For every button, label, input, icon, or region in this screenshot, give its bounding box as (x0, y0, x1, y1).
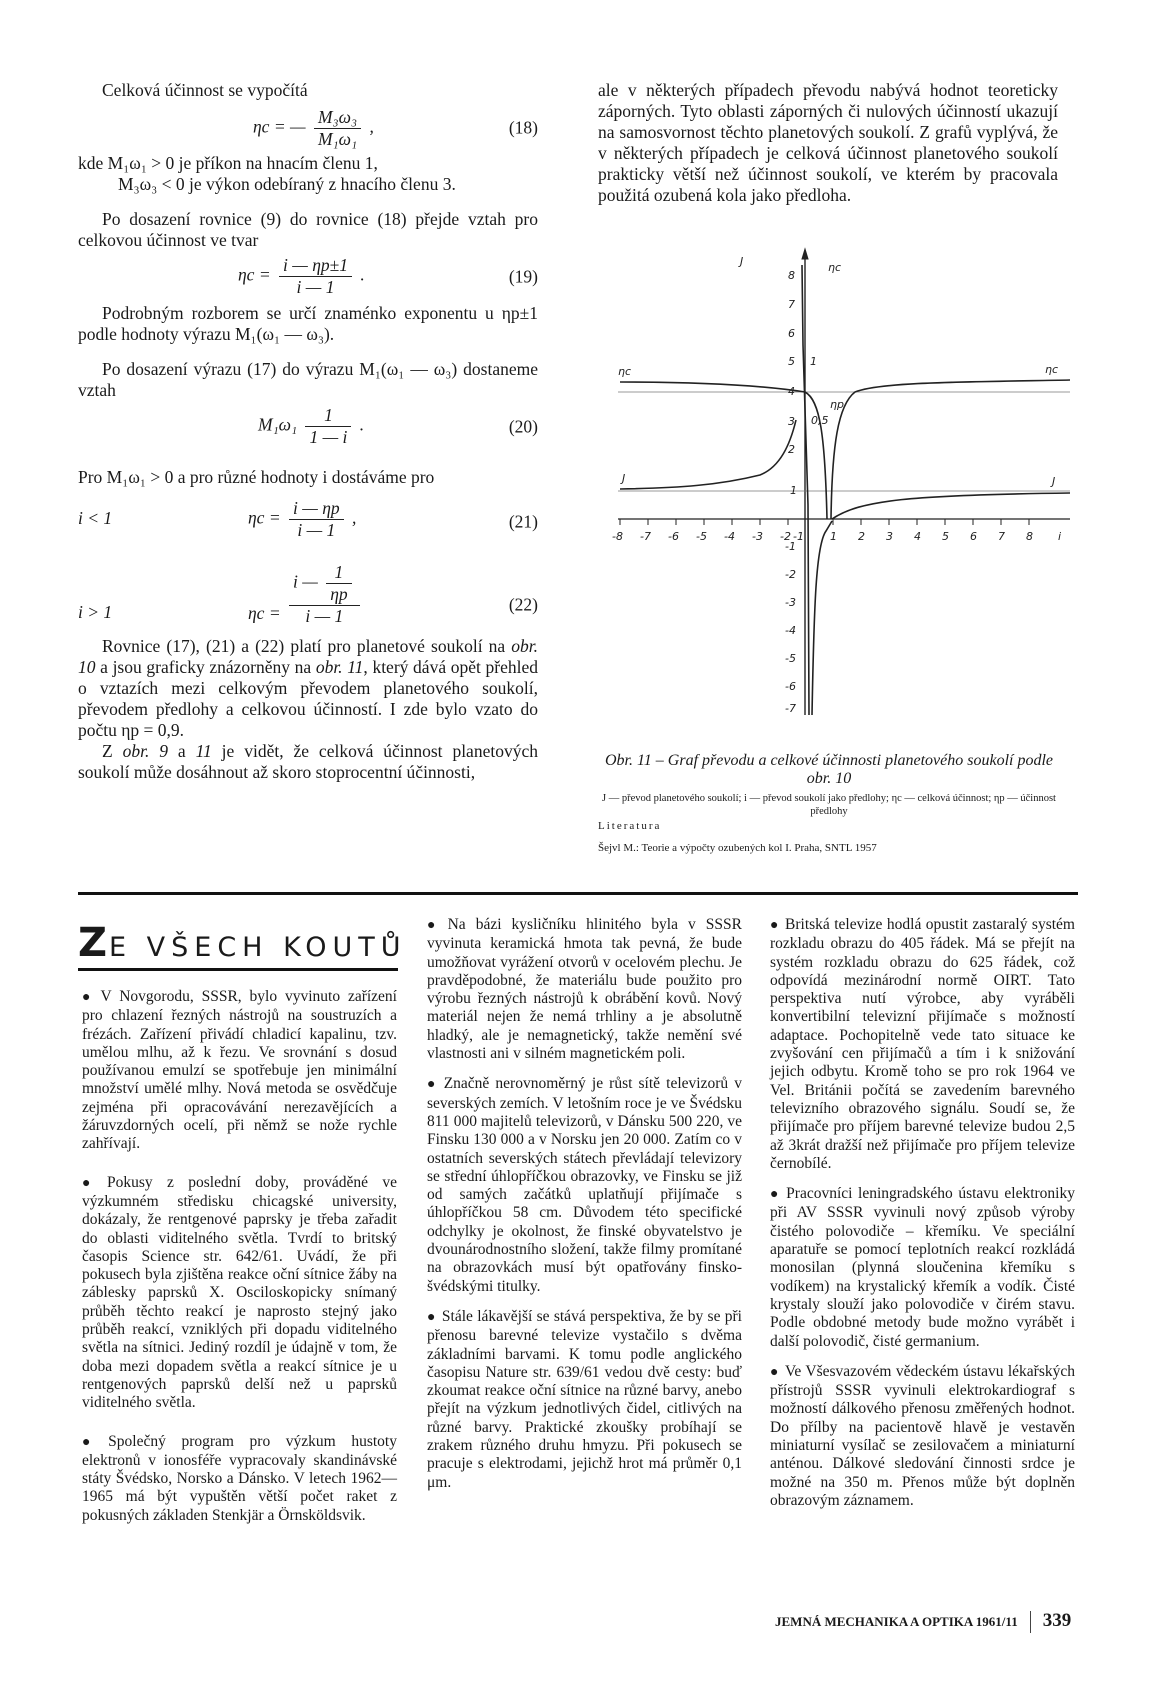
news-item: ● Značně nerovnoměrný je růst sítě televizorů v severských zemích. V letošním roce je ve Švédsku 811 000 majitelů televizorů, v Dánsku 500 220, ve Finsku 130 000 a v Norsku jen 20 000. Zatím co v ostatních severských státech převládají televizory se střední úhlopříčkou obrazovky, ve Finsku se již od samých začátků uplatňují přijímače s úhlopříčkou 58 cm. Důvodem této specifické odchylky je okolnost, že finské obyvatelstvo je dvounárodnostního složení, takže filmy promítané na obrazovkách musí být opatřovány finsko-švédskými titulky. (427, 1075, 742, 1295)
caption-legend: J — převod planetového soukolí; i — převod soukolí jako předlohy; ηc — celková účinnost; ηp — účinnost předlohy (602, 793, 1056, 817)
paragraph: Z obr. 9 a 11 je vidět, že celková účinnost planetových soukolí může dosáhnout až skoro stoprocentní účinnosti, (78, 741, 538, 782)
paragraph: Pro M₁ω₁ > 0 a pro různé hodnoty i dostáváme pro (78, 467, 435, 487)
where-line-2: M₃ω₃ < 0 je výkon odebíraný z hnacího členu 3. (118, 174, 456, 194)
svg-text:1: 1 (790, 484, 797, 497)
svg-text:-3: -3 (752, 530, 763, 543)
svg-text:4: 4 (914, 530, 921, 543)
J-curve-left (620, 420, 796, 489)
paragraph: Po dosazení rovnice (9) do rovnice (18) přejde vztah pro celkovou účinnost ve tvar (78, 209, 538, 250)
journal-name: JEMNÁ MECHANIKA A OPTIKA 1961/11 (775, 1614, 1018, 1629)
svg-text:ηc: ηc (618, 365, 632, 378)
news-item: ● Stále lákavější se stává perspektiva, že by se při přenosu barevné televize vystačilo s dvěma základními barvami. K tomu podle anglického časopisu Nature str. 639/61 vedou dvě cesty: buď zkoumat reakce oční sítnice na různé barvy, anebo přejít na výzkum jednotlivých čidel, citlivých na různé barvy. Praktické zkoušky probíhají se zrakem různého druhu hmyzu. Při pokusech se pracuje s elektrodami, jejichž hrot má průměr 0,1 μm. (427, 1307, 742, 1491)
svg-text:5: 5 (942, 530, 949, 543)
svg-text:-4: -4 (724, 530, 735, 543)
article-left-column (78, 80, 538, 783)
intro-paragraph: Celková účinnost se vypočítá (102, 80, 308, 100)
section-title-underline (78, 968, 398, 971)
svg-text:3: 3 (886, 530, 893, 543)
where-line-1: kde M₁ω₁ > 0 je příkon na hnacím členu 1, (78, 153, 378, 173)
svg-text:2: 2 (858, 530, 865, 543)
svg-text:-2: -2 (780, 530, 791, 543)
svg-text:-5: -5 (785, 652, 796, 665)
svg-text:-7: -7 (640, 530, 651, 543)
x-axis-label: i (1058, 530, 1062, 543)
svg-text:J: J (622, 472, 626, 485)
svg-text:-2: -2 (785, 568, 796, 581)
svg-text:-1: -1 (793, 530, 804, 543)
paragraph: Podrobným rozborem se určí znaménko exponentu u ηp±1 podle hodnoty výrazu M₁(ω₁ — ω₃). (78, 303, 538, 344)
svg-text:5: 5 (788, 355, 795, 368)
svg-text:1: 1 (810, 355, 817, 368)
caption-title: Obr. 11 – Graf převodu a celkové účinnosti planetového soukolí podle obr. 10 (604, 752, 1054, 787)
literature-item: Šejvl M.: Teorie a výpočty ozubených kol I. Praha, SNTL 1957 (598, 842, 877, 854)
news-item: ● Ve Všesvazovém vědeckém ústavu lékařských přístrojů SSSR vyvinuli elektrokardiograf s možností dálkového přenosu změřených hodnot. Do přílby na pacientově hlavě je vestavěn miniaturní vysílač se zesilovačem a miniaturní anténou. Dálkové sledování činnosti srdce je možné na 350 m. Přenos může být doplněn obrazovým záznamem. (770, 1362, 1075, 1509)
svg-text:-4: -4 (785, 624, 796, 637)
J-axis-label: J (740, 255, 744, 268)
figure-caption (598, 752, 1060, 818)
svg-text:2: 2 (788, 443, 795, 456)
svg-text:7: 7 (998, 530, 1005, 543)
news-item: ● Pracovníci leningradského ústavu elektroniky při AV SSSR vyvinuli nový způsob výroby čistého polovodiče – křemíku. Ve speciální aparatuře se pomocí teplotních reakcí rozkládá monosilan (plynná sloučenina křemíku s vodíkem) na krystalický křemík a vodík. Čisté krystaly slouží jako polovodiče v čirém stavu. Podle obdobné metody bude možno vyrábět i další polovodič, čisté germanium. (770, 1185, 1075, 1350)
equation-21: i < 1 ηc = $\frac{i — \eta p}{i — 1}$ , (21) (78, 498, 538, 540)
eta-p-label: ηp (830, 398, 844, 411)
svg-text:1: 1 (830, 530, 837, 543)
svg-text:7: 7 (788, 298, 795, 311)
news-column-3 (770, 916, 1075, 1522)
efficiency-chart (580, 245, 1080, 715)
news-item: ● Na bázi kysličníku hlinitého byla v SSSR vyvinuta keramická hmota tak pevná, že bude umožňovat vyrážení otvorů v ocelovém plechu. Je pravděpodobné, že materiálu bude použito pro výrobu řezných nástrojů k obrábění kovů. Nový materiál nejen že nemá trhliny a je absolutně hladký, ale je nemagnetický, takže nemění své vlastnosti ani v silném magnetickém poli. (427, 916, 742, 1063)
article-right-column (598, 80, 1058, 206)
news-item: ● Společný program pro výzkum hustoty elektronů v ionosféře vypracovaly skandinávské státy Švédsko, Norsko a Dánsko. V letech 1962—1965 má být vypuštěn větší počet raket z pokusných základen Stenkjär a Örnsköldsvik. (82, 1432, 397, 1524)
svg-text:6: 6 (788, 327, 795, 340)
svg-text:J: J (1052, 475, 1056, 488)
eta-c-curve-left (620, 382, 827, 519)
svg-text:3: 3 (788, 415, 795, 428)
paragraph: ale v některých případech převodu nabývá hodnot teoreticky záporných. Tyto oblasti záporných či nulových účinností ukazují na samosvornost těchto planetových soukolí. Z grafů vyplývá, že v některých případech je celková účinnost planetového soukolí prakticky větší než účinnost soukolí, ve kterém by pracovala použitá ozubená kola jako předloha. (598, 80, 1058, 205)
svg-text:-5: -5 (696, 530, 707, 543)
news-item: ● Britská televize hodlá opustit zastaralý systém rozkladu obrazu do 405 řádek. Má se přejít na systém rozkladu obrazu do 625 řádek, což odpovídá mezinárodní normě OIRT. Tato perspektiva nutí výrobce, aby vyráběli konvertibilní televizní přijímače s možností adaptace. Pochopitelně vede tato situace ke zvyšování cen přijímačů a tím i k snižování jejich odbytu. Kromě toho se pro rok 1964 ve Vel. Británii počítá se zavedením barevného televizního obrazového signálu. Soudí se, že přijímače pro příjem barevné televize budou 2,5 až 3krát dražší než přijímače pro příjem televize černobílé. (770, 916, 1075, 1172)
section-title: ZE VŠECH KOUTŮ (78, 920, 407, 966)
section-divider (78, 892, 1078, 895)
equation-22: i > 1 ηc = i — $\frac{1}{\eta p}$ i — 1 (22) (78, 562, 538, 626)
svg-text:-6: -6 (785, 680, 796, 693)
svg-text:-1: -1 (785, 540, 796, 553)
equation-18: ηc = — $\frac{\text{M₃ω₃}}{\text{M₁ω₁}}$ , (18) (253, 107, 538, 149)
svg-text:-7: -7 (785, 702, 796, 715)
footer (775, 1610, 1071, 1633)
J-curve-right (832, 493, 1070, 519)
svg-text:4: 4 (788, 385, 795, 398)
page-number: 339 (1042, 1610, 1072, 1631)
news-column-2 (427, 916, 742, 1504)
eta-c-axis-label: ηc (828, 261, 842, 274)
literature-heading: Literatura (598, 820, 662, 832)
paragraph: Rovnice (17), (21) a (22) platí pro planetové soukolí na obr. 10 a jsou graficky znázorněny na obr. 11, který dává opět přehled o vztazích mezi celkovým převodem planetového soukolí, převodem předlohy a celkovou účinností. I zde bylo vzato do počtu ηp = 0,9. (78, 636, 538, 740)
news-item: ● V Novgorodu, SSSR, bylo vyvinuto zařízení pro chlazení řezných nástrojů na soustruzích a frézách. Zařízení přivádí chladicí kapalinu, tzv. umělou mlhu, až k řezu. Ve srovnání s dosud používanou emulzí se spotřebuje jen minimální množství umělé mlhy. Nová metoda se osvědčuje zejména při opracovávání nerezavějících a žáruvzdorných ocelí, při němž se nože rychle zahřívají. (82, 988, 397, 1153)
svg-text:-3: -3 (785, 596, 796, 609)
svg-text:0,5: 0,5 (811, 414, 829, 427)
svg-text:ηc: ηc (1045, 363, 1059, 376)
svg-text:-8: -8 (612, 530, 623, 543)
equation-19: ηc = $\frac{i — \eta p\pm 1}{i — 1}$ . (19) (238, 255, 538, 297)
paragraph: Po dosazení výrazu (17) do výrazu M₁(ω₁ — ω₃) dostaneme vztah (78, 359, 538, 400)
svg-text:8: 8 (1026, 530, 1033, 543)
equation-number: (18) (508, 117, 538, 138)
news-column-1 (82, 988, 397, 1537)
eta-c-curve-right (831, 380, 1070, 519)
literature (598, 820, 1060, 854)
equation-20: M₁ω₁ $\frac{1}{1 — i}$ . (20) (258, 405, 538, 447)
svg-text:-6: -6 (668, 530, 679, 543)
svg-text:6: 6 (970, 530, 977, 543)
svg-text:8: 8 (788, 269, 795, 282)
news-item: ● Pokusy z poslední doby, prováděné ve výzkumném středisku chicagské university, dokázaly, že rentgenové paprsky je třeba zařadit do oblasti viditelného světla. Tvrdí to britský časopis Science str. 642/61. Uvádí, že při pokusech byla zjištěna reakce oční sítnice žáby na záblesky paprsků X. Osciloskopicky snímaný průběh těchto reakcí je naprosto stejný jako průběh reakcí, vzniklých při dopadu viditelného světla na sítnici. Jediný rozdíl je údajně v tom, že doba mezi dopadem světla a reakcí sítnice je u rentgenových paprsků delší než u paprsků viditelného světla. (82, 1173, 397, 1412)
